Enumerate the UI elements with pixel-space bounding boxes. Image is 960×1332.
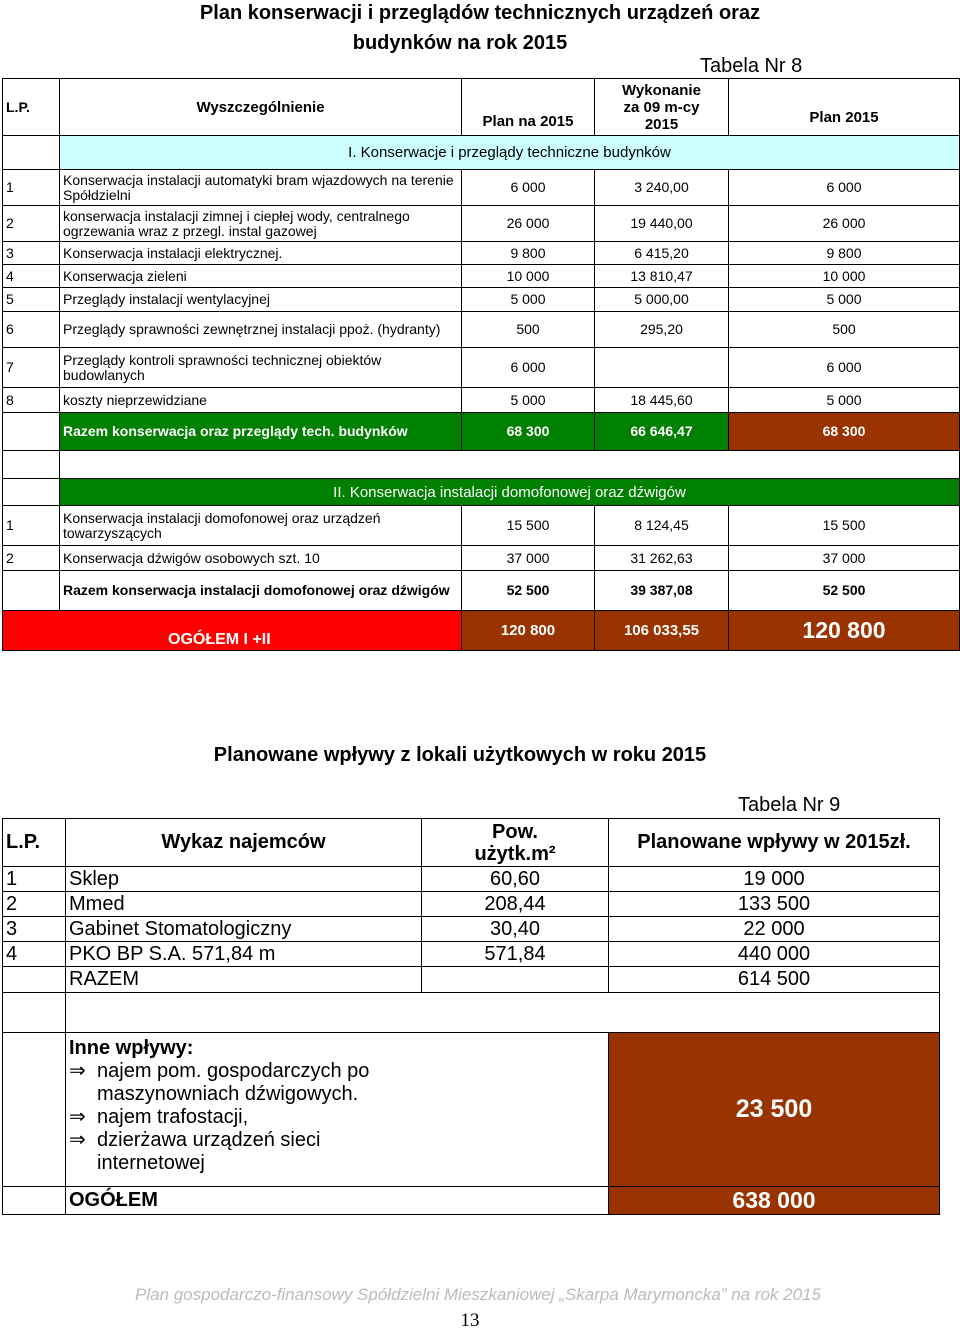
page-title-line1: Plan konserwacji i przeglądów technicznych urządzeń oraz bbox=[199, 2, 761, 24]
table-row: 1 Sklep 60,60 19 000 bbox=[3, 867, 940, 892]
footer-note: Plan gospodarczo-finansowy Spółdzielni Mieszkaniowej „Skarpa Marymoncka” na rok 2015 bbox=[134, 1285, 821, 1304]
table9-title: Planowane wpływy z lokali użytkowych w roku 2015 bbox=[213, 744, 707, 766]
t9-header-lp: L.P. bbox=[3, 819, 66, 867]
razem-row: RAZEM 614 500 bbox=[3, 967, 940, 993]
section2-total-row: Razem konserwacja instalacji domofonowej oraz dźwigów 52 500 39 387,08 52 500 bbox=[3, 571, 960, 611]
arrow-right-icon: ⇒ bbox=[69, 1060, 86, 1082]
table-row: 1 Konserwacja instalacji automatyki bram wjazdowych na terenie Spółdzielni 6 000 3 240,00 6 000 bbox=[3, 170, 960, 206]
t9-grand-total-row: OGÓŁEM 638 000 bbox=[3, 1187, 940, 1215]
section2-title: II. Konserwacja instalacji domofonowej oraz dźwigów bbox=[60, 479, 960, 506]
page-title-line2: budynków na rok 2015 bbox=[352, 32, 568, 54]
rental-income-table bbox=[2, 818, 940, 1215]
table-row: 7 Przeglądy kontroli sprawności technicznej obiektów budowlanych 6 000 6 000 bbox=[3, 348, 960, 388]
other-income-row bbox=[3, 1033, 940, 1187]
other-income-heading: Inne wpływy: bbox=[69, 1037, 194, 1059]
maintenance-table bbox=[2, 78, 960, 651]
table-label-9: Tabela Nr 9 bbox=[738, 794, 841, 816]
table-row: 4 PKO BP S.A. 571,84 m 571,84 440 000 bbox=[3, 942, 940, 967]
table-row: 8 koszty nieprzewidziane 5 000 18 445,60 5 000 bbox=[3, 388, 960, 413]
section1-total-row: Razem konserwacja oraz przeglądy tech. budynków 68 300 66 646,47 68 300 bbox=[3, 413, 960, 451]
list-item: ⇒ dzierżawa urządzeń sieci internetowej bbox=[69, 1129, 321, 1174]
grand-total-row: OGÓŁEM I +II 120 800 106 033,55 120 800 bbox=[3, 611, 960, 651]
table-row: 3 Gabinet Stomatologiczny 30,40 22 000 bbox=[3, 917, 940, 942]
table-row: 4 Konserwacja zieleni 10 000 13 810,47 10 000 bbox=[3, 265, 960, 288]
col-header-plan2: Plan 2015 bbox=[729, 79, 960, 136]
arrow-right-icon: ⇒ bbox=[69, 1129, 86, 1151]
arrow-right-icon: ⇒ bbox=[69, 1106, 86, 1128]
page-number: 13 bbox=[460, 1310, 480, 1331]
table-row: 1 Konserwacja instalacji domofonowej oraz urządzeń towarzyszących 15 500 8 124,45 15 500 bbox=[3, 506, 960, 546]
col-header-desc: Wyszczególnienie bbox=[60, 79, 462, 136]
list-item: ⇒ najem pom. gospodarczych po maszynowniach dźwigowych. bbox=[69, 1060, 370, 1105]
table-row: 5 Przeglądy instalacji wentylacyjnej 5 000 5 000,00 5 000 bbox=[3, 288, 960, 312]
t9-header-tenant: Wykaz najemców bbox=[66, 819, 422, 867]
table-row: 2 Konserwacja dźwigów osobowych szt. 10 37 000 31 262,63 37 000 bbox=[3, 546, 960, 571]
table-row: 3 Konserwacja instalacji elektrycznej. 9 800 6 415,20 9 800 bbox=[3, 242, 960, 265]
section1-title: I. Konserwacje i przeglądy techniczne budynków bbox=[60, 136, 960, 170]
table-label-8: Tabela Nr 8 bbox=[700, 55, 803, 77]
t9-header-area: Pow. użytk.m² bbox=[422, 819, 609, 867]
table-row: 2 Mmed 208,44 133 500 bbox=[3, 892, 940, 917]
col-header-exec: Wykonanie za 09 m-cy 2015 bbox=[595, 79, 729, 136]
table-row: 2 konserwacja instalacji zimnej i ciepłej wody, centralnego ogrzewania wraz z przegl. instal gazowej 26 000 19 440,00 26 000 bbox=[3, 206, 960, 242]
col-header-plan: Plan na 2015 bbox=[462, 79, 595, 136]
list-item: ⇒ najem trafostacji, bbox=[69, 1106, 249, 1128]
col-header-lp: L.P. bbox=[3, 79, 60, 136]
t9-header-income: Planowane wpływy w 2015zł. bbox=[609, 819, 940, 867]
table-row: 6 Przeglądy sprawności zewnętrznej instalacji ppoż. (hydranty) 500 295,20 500 bbox=[3, 312, 960, 348]
other-income-value: 23 500 bbox=[609, 1033, 940, 1187]
